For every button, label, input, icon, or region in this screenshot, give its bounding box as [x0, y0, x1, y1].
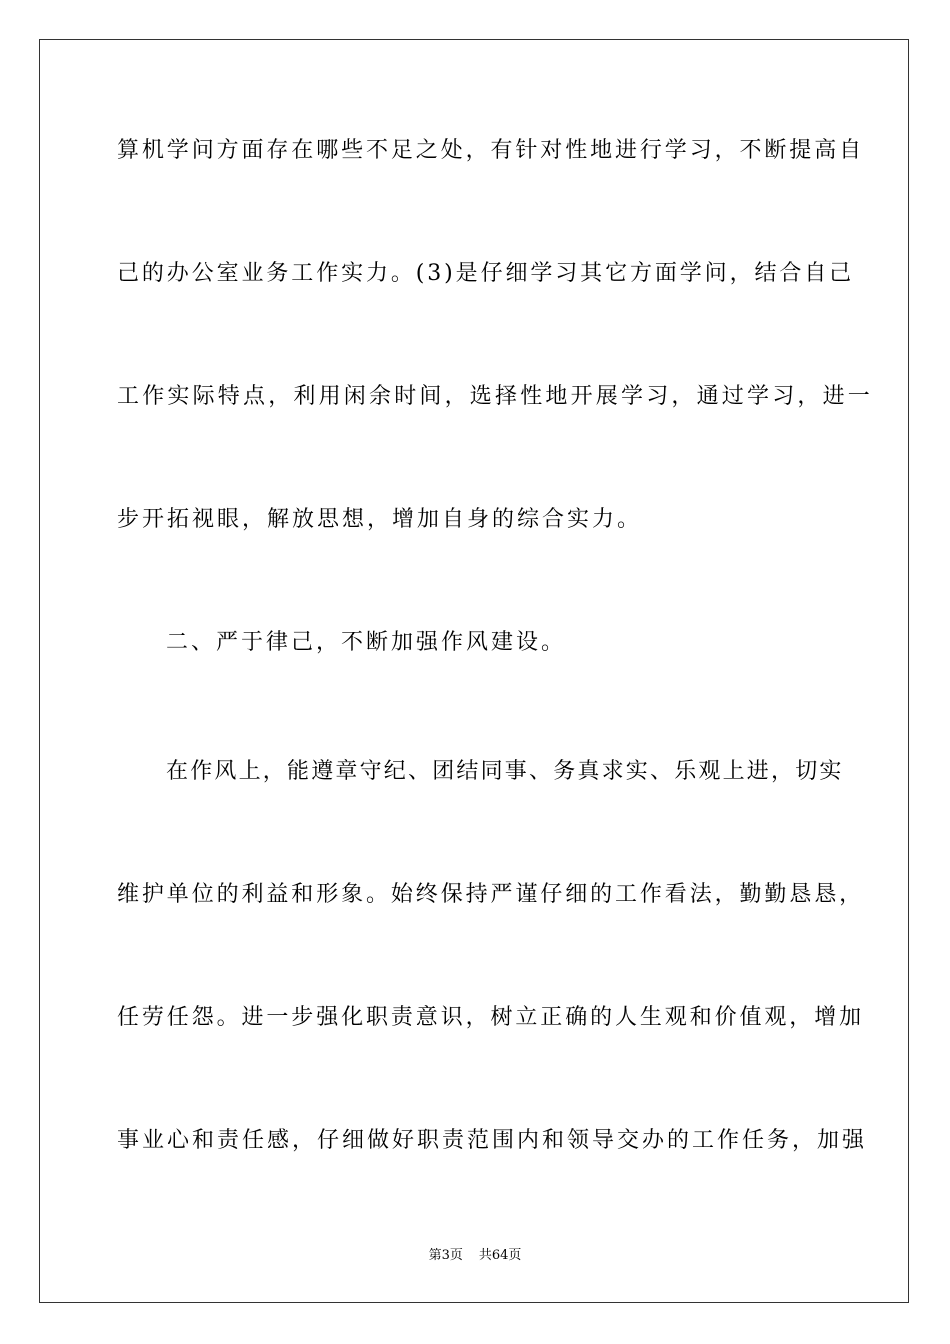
- page-number-current: 第3页: [428, 1248, 463, 1263]
- body-text-line: 己的办公室业务工作实力。(3)是仔细学习其它方面学问，结合自己: [117, 261, 855, 286]
- body-text-line: 事业心和责任感，仔细做好职责范围内和领导交办的工作任务，加强: [117, 1128, 868, 1153]
- body-text-line: 任劳任怨。进一步强化职责意识，树立正确的人生观和价值观，增加: [117, 1005, 865, 1030]
- body-text-line: 在作风上，能遵章守纪、团结同事、务真求实、乐观上进，切实: [166, 759, 844, 784]
- body-text-line: 步开拓视眼，解放思想，增加自身的综合实力。: [117, 507, 643, 532]
- body-text-line: 算机学问方面存在哪些不足之处，有针对性地进行学习，不断提高自: [117, 138, 865, 163]
- body-text-line: 工作实际特点，利用闲余时间，选择性地开展学习，通过学习，进一: [117, 384, 874, 409]
- page-number-total: 共64页: [478, 1248, 522, 1263]
- page-footer: [0, 1247, 950, 1265]
- body-text-line: 维护单位的利益和形象。始终保持严谨仔细的工作看法，勤勤恳恳，: [117, 882, 865, 907]
- page-border: [39, 39, 909, 1303]
- section-heading: 二、严于律己，不断加强作风建设。: [166, 630, 567, 655]
